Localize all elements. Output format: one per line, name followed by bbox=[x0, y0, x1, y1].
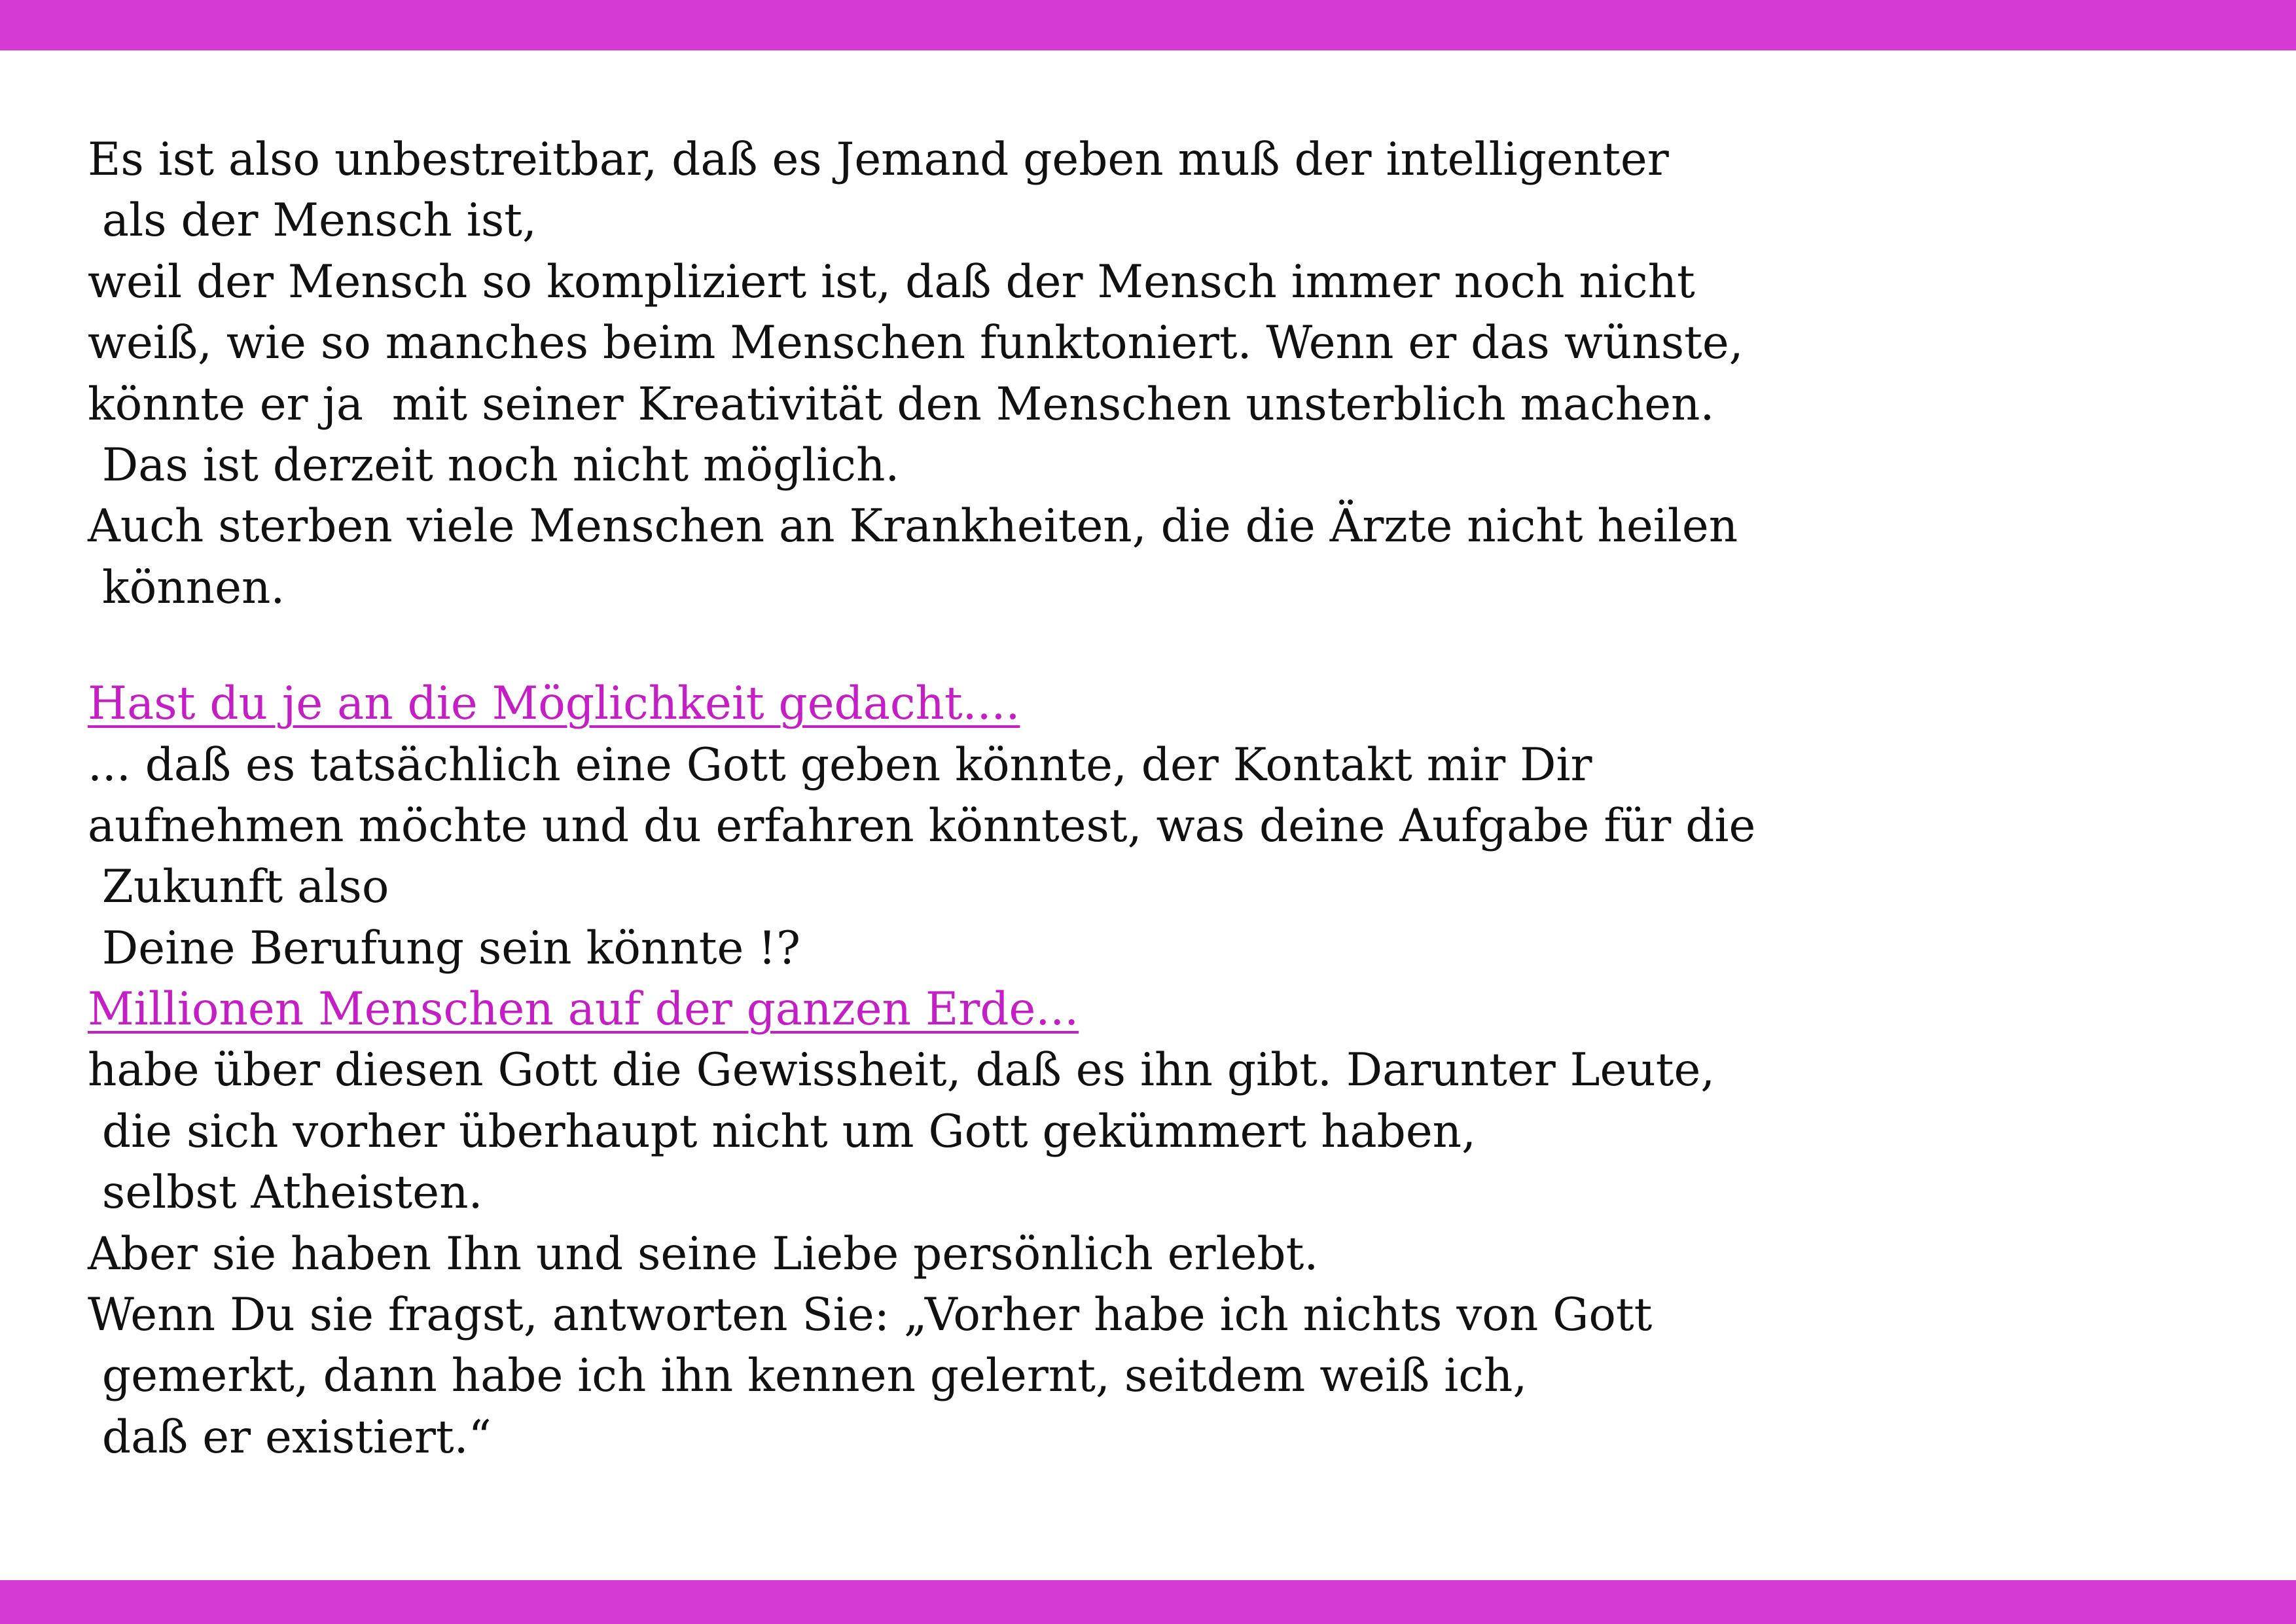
bottom-accent-bar bbox=[0, 1580, 2296, 1624]
text-line: gemerkt, dann habe ich ihn kennen gelernt, seitdem weiß ich, bbox=[88, 1350, 1528, 1403]
possibility-link[interactable]: Hast du je an die Möglichkeit gedacht.... bbox=[88, 677, 1020, 731]
text-line: aufnehmen möchte und du erfahren könntest, was deine Aufgabe für die bbox=[88, 799, 1756, 852]
document-body bbox=[88, 130, 2182, 1468]
paragraph-calling bbox=[88, 735, 2182, 980]
text-line: Es ist also unbestreitbar, daß es Jemand geben muß der intelligenter bbox=[88, 134, 1669, 186]
paragraph-testimony bbox=[88, 1040, 2182, 1468]
text-line: Das ist derzeit noch nicht möglich. bbox=[88, 439, 900, 492]
text-line: selbst Atheisten. bbox=[88, 1166, 483, 1219]
top-accent-bar bbox=[0, 0, 2296, 50]
text-line: Wenn Du sie fragst, antworten Sie: „Vorher habe ich nichts von Gott bbox=[88, 1289, 1653, 1342]
text-line: weiß, wie so manches beim Menschen funktoniert. Wenn er das wünste, bbox=[88, 317, 1744, 370]
millions-link[interactable]: Millionen Menschen auf der ganzen Erde... bbox=[88, 983, 1079, 1036]
paragraph-intro bbox=[88, 130, 2182, 619]
text-line: Zukunft also bbox=[88, 861, 389, 914]
text-line: Aber sie haben Ihn und seine Liebe persönlich erlebt. bbox=[88, 1227, 1319, 1280]
paragraph-spacer bbox=[88, 619, 2182, 674]
text-line: habe über diesen Gott die Gewissheit, daß es ihn gibt. Darunter Leute, bbox=[88, 1044, 1715, 1097]
possibility-link-line bbox=[88, 674, 2182, 734]
text-line: Auch sterben viele Menschen an Krankheiten, die die Ärzte nicht heilen bbox=[88, 500, 1738, 553]
text-line: die sich vorher überhaupt nicht um Gott gekümmert haben, bbox=[88, 1105, 1477, 1158]
text-line: weil der Mensch so kompliziert ist, daß der Mensch immer noch nicht bbox=[88, 255, 1695, 308]
text-line: könnte er ja mit seiner Kreativität den Menschen unsterblich machen. bbox=[88, 378, 1715, 431]
text-line: Deine Berufung sein könnte !? bbox=[88, 922, 800, 975]
text-line: ... daß es tatsächlich eine Gott geben könnte, der Kontakt mir Dir bbox=[88, 738, 1592, 791]
text-line: daß er existiert.“ bbox=[88, 1411, 492, 1464]
text-line: können. bbox=[88, 561, 285, 614]
millions-link-line bbox=[88, 979, 2182, 1040]
text-line: als der Mensch ist, bbox=[88, 194, 537, 247]
